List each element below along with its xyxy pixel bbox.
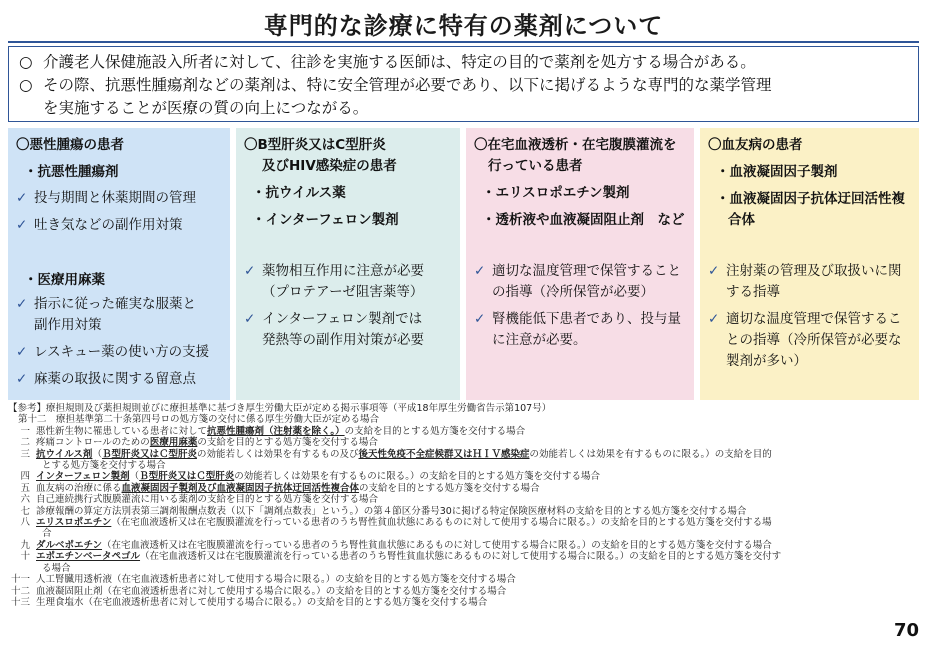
drug-item: ・抗悪性腫瘍剤 bbox=[24, 164, 119, 180]
reference-line: 五 血友病の治療に係る血液凝固因子製剤及び血液凝固因子抗体迂回活性複合体の支給を目的とする処方箋を交付する場合 bbox=[20, 482, 540, 494]
check-icon: ✓ bbox=[708, 263, 720, 279]
reference-line: 十一 人工腎臓用透析液（在宅血液透析患者に対して使用する場合に限る。）の支給を目的とする処方箋を交付する場合 bbox=[10, 574, 516, 586]
check-item: ✓ 適切な温度管理で保管するこ bbox=[708, 309, 911, 330]
panel-header-cont: 行っている患者 bbox=[488, 158, 583, 174]
reference-title: 【参考】療担規則及び薬担規則並びに療担基準に基づき厚生労働大臣が定める掲示事項等（平成18年厚生労働省告示第107号） bbox=[8, 403, 552, 414]
check-icon: ✓ bbox=[16, 217, 28, 233]
intro-text-2a: その際、抗悪性腫瘍剤などの薬剤は、特に安全管理が必要であり、以下に掲げるような専門的な薬学管理 bbox=[43, 76, 772, 94]
drug-item: ・血液凝固因子製剤 bbox=[716, 164, 838, 180]
reference-line: 七 診療報酬の算定方法別表第三調剤報酬点数表（以下「調剤点数表」という。）の第４節区分番号30に掲げる特定保険医療材料の支給を目的とする処方箋を交付する場合 bbox=[20, 505, 747, 517]
check-icon: ✓ bbox=[708, 311, 720, 327]
check-item: ✓ 指示に従った確実な服薬と bbox=[16, 294, 222, 315]
title-underline bbox=[8, 41, 919, 43]
reference-line-cont: とする処方箋を交付する場合 bbox=[42, 460, 166, 472]
drug-item: ・血液凝固因子抗体迂回活性複 bbox=[716, 191, 905, 207]
page-title: 専門的な診療に特有の薬剤について bbox=[263, 12, 664, 40]
check-icon: ✓ bbox=[16, 296, 28, 312]
panel-header: 〇悪性腫瘍の患者 bbox=[16, 137, 124, 153]
reference-line: 四 インターフェロン製剤（Ｂ型肝炎又はＣ型肝炎の効能若しくは効果を有するものに限る。）の支給を目的とする処方箋を交付する場合 bbox=[20, 471, 600, 483]
hemophilia-patients-panel: 〇血友病の患者 ・血液凝固因子製剤 ・血液凝固因子抗体迂回活性複 合体 ✓ 注射薬の管理及び取扱いに関 する指導 ✓ 適切な温度管理で保管するこ との指導（冷所保管が必要な 製剤が多い） bbox=[700, 128, 919, 400]
check-item: ✓ インターフェロン製剤では bbox=[244, 309, 452, 330]
reference-line: 三 抗ウイルス剤（Ｂ型肝炎又はＣ型肝炎の効能若しくは効果を有するもの及び後天性免疫不全症候群又はＨＩＶ感染症の効能若しくは効果を有するものに限る。）の支給を目的 bbox=[20, 448, 772, 460]
check-icon: ✓ bbox=[16, 344, 28, 360]
check-item: ✓ 注射薬の管理及び取扱いに関 bbox=[708, 261, 911, 282]
drug-item-cont: 合体 bbox=[728, 212, 755, 228]
check-item: ✓ 薬物相互作用に注意が必要 bbox=[244, 261, 452, 282]
reference-line: 十二 血液凝固阻止剤（在宅血液透析患者に対して使用する場合に限る。）の支給を目的とする処方箋を交付する場合 bbox=[10, 585, 507, 597]
cancer-patients-panel: 〇悪性腫瘍の患者 ・抗悪性腫瘍剤 ✓ 投与期間と休薬期間の管理 ✓ 吐き気などの副作用対策 ・医療用麻薬 ✓ 指示に従った確実な服薬と 副作用対策 ✓ レスキュー薬の使い方の支援 ✓ 麻薬の取扱に関する留意点 bbox=[8, 128, 230, 400]
check-item: ✓ 投与期間と休薬期間の管理 bbox=[16, 188, 222, 209]
reference-line: 二 疼痛コントロールのための医療用麻薬の支給を目的とする処方箋を交付する場合 bbox=[20, 437, 378, 449]
drug-item: ・透析液や血液凝固阻止剤 など bbox=[482, 212, 685, 228]
reference-line-cont: 合 bbox=[42, 528, 52, 540]
panel-header: 〇B型肝炎又はC型肝炎 bbox=[244, 137, 386, 153]
check-item: ✓ 吐き気などの副作用対策 bbox=[16, 215, 222, 236]
reference-line: 六 自己連続携行式腹膜灌流に用いる薬剤の支給を目的とする処方箋を交付する場合 bbox=[20, 494, 379, 506]
drug-item: ・抗ウイルス薬 bbox=[252, 185, 346, 201]
intro-point-1 bbox=[19, 51, 908, 74]
check-icon: ✓ bbox=[244, 311, 256, 327]
check-icon: ✓ bbox=[474, 263, 486, 279]
check-icon: ✓ bbox=[16, 371, 28, 387]
reference-line: 十三 生理食塩水（在宅血液透析患者に対して使用する場合に限る。）の支給を目的とする処方箋を交付する場合 bbox=[10, 596, 488, 608]
check-icon: ✓ bbox=[474, 311, 486, 327]
drug-item: ・医療用麻薬 bbox=[24, 272, 105, 288]
reference-line: 十 エポエチンベータペゴル（在宅血液透析又は在宅腹膜灌流を行っている患者のうち腎性貧血状態にあるものに対して使用する場合に限る。）の支給を目的とする処方箋を交付す bbox=[20, 551, 782, 563]
page-number: 70 bbox=[893, 620, 919, 641]
check-item: ✓ 麻薬の取扱に関する留意点 bbox=[16, 369, 222, 390]
check-icon: ✓ bbox=[16, 190, 28, 206]
reference-line: 一 悪性新生物に罹患している患者に対して抗悪性腫瘍剤（注射薬を除く。）の支給を目的とする処方箋を交付する場合 bbox=[20, 425, 526, 437]
reference-subtitle: 第十二 療担基準第二十条第四号ロの処方箋の交付に係る厚生労働大臣が定める場合 bbox=[18, 414, 380, 426]
panel-header: 〇在宅血液透析・在宅腹膜灌流を bbox=[474, 137, 677, 153]
panel-header-cont: 及びHIV感染症の患者 bbox=[262, 158, 397, 174]
check-icon: ✓ bbox=[244, 263, 256, 279]
drug-item: ・エリスロポエチン製剤 bbox=[482, 185, 630, 201]
intro-text-1: 介護老人保健施設入所者に対して、往診を実施する医師は、特定の目的で薬剤を処方する場合がある。 bbox=[43, 53, 756, 71]
circle-bullet-icon: ○ bbox=[19, 76, 33, 94]
check-item: ✓ レスキュー薬の使い方の支援 bbox=[16, 342, 222, 363]
intro-point-2 bbox=[19, 74, 908, 97]
reference-section bbox=[8, 403, 908, 608]
circle-bullet-icon: ○ bbox=[19, 53, 33, 71]
dialysis-patients-panel: 〇在宅血液透析・在宅腹膜灌流を 行っている患者 ・エリスロポエチン製剤 ・透析液や血液凝固阻止剤 など ✓ 適切な温度管理で保管すること の指導（冷所保管が必要） ✓ 腎機能低下患者であり、投与量 に注意が必要。 bbox=[466, 128, 694, 400]
intro-point-2-cont bbox=[19, 97, 908, 120]
reference-line: 八 エリスロポエチン（在宅血液透析又は在宅腹膜灌流を行っている患者のうち腎性貧血状態にあるものに対して使用する場合に限る。）の支給を目的とする処方箋を交付する場 bbox=[20, 517, 772, 529]
intro-text-2b: を実施することが医療の質の向上につながる。 bbox=[43, 99, 369, 117]
drug-item: ・インターフェロン製剤 bbox=[252, 212, 399, 228]
check-item: ✓ 腎機能低下患者であり、投与量 bbox=[474, 309, 686, 330]
reference-line-cont: る場合 bbox=[42, 562, 71, 574]
hepatitis-hiv-panel: 〇B型肝炎又はC型肝炎 及びHIV感染症の患者 ・抗ウイルス薬 ・インターフェロン製剤 ✓ 薬物相互作用に注意が必要 （プロテアーゼ阻害薬等） ✓ インターフェロン製剤では 発熱等の副作用対策が必要 bbox=[236, 128, 460, 400]
intro-box bbox=[8, 46, 919, 122]
panel-header: 〇血友病の患者 bbox=[708, 137, 803, 153]
check-item: ✓ 適切な温度管理で保管すること bbox=[474, 261, 686, 282]
reference-line: 九 ダルベポエチン（在宅血液透析又は在宅腹膜灌流を行っている患者のうち腎性貧血状態にあるものに対して使用する場合に限る。）の支給を目的とする処方箋を交付する場合 bbox=[20, 539, 772, 551]
